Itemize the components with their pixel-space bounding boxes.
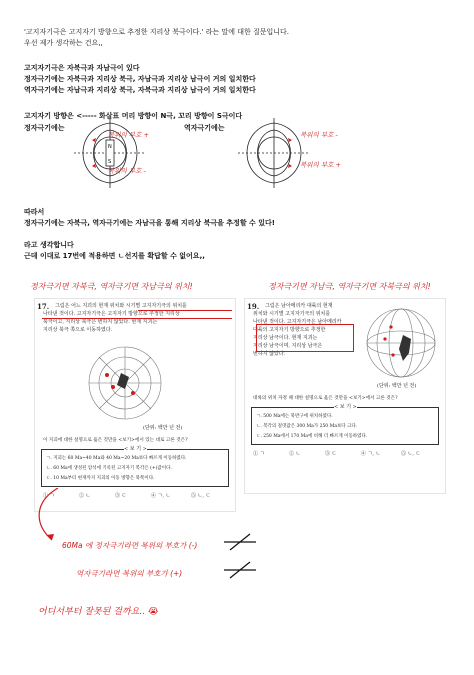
q17-answer-2: ② ㄴ xyxy=(79,493,91,499)
q19-line-5: 지리상 남극이다. 현재 지괴는 xyxy=(253,335,318,341)
q17-line-4: 지리상 북극 쪽으로 이동하였다. xyxy=(43,327,113,333)
annotation-reverse-top: 복위의 부호 - xyxy=(300,131,338,139)
magnet-s-label: S xyxy=(108,159,112,165)
normal-polarity-label: 정자극기에는 xyxy=(24,124,65,132)
section2-line-1: 고지자기 방향은 <----- 화살표 머리 방향이 N극, 꼬리 방향이 S극이다 xyxy=(24,112,243,120)
q17-choice-1: ㄱ. 지괴는 60 Ma~40 Ma와 40 Ma~20 Ma보다 빠르게 이동하였다. xyxy=(46,456,187,461)
magnet-n-label: N xyxy=(108,144,112,150)
q19-line-1: 그림은 남아메리카 대륙의 현재 xyxy=(265,303,333,309)
handwritten-right-title: 정자극기면 자남극, 역자극기면 자북극의 위치! xyxy=(268,282,431,291)
q17-choice-2: ㄴ. 60 Ma에 생성된 암석에 기록된 고지자기 복각은 (+)값이다. xyxy=(46,466,172,471)
q19-choice-2: ㄴ. 복각의 절댓값은 300 Ma가 250 Ma보다 크다. xyxy=(256,424,358,429)
annotation-reverse-bottom: 복위의 부호 + xyxy=(300,161,341,169)
q19-answer-5: ⑤ ㄴ, ㄷ xyxy=(401,451,421,457)
q17-answer-1: ① ㄱ xyxy=(43,493,55,499)
section1-line-3: 역자극기에는 자남극과 지리상 북극, 자북극과 지리상 남극이 거의 일치한다 xyxy=(24,86,256,94)
q19-highlight-box xyxy=(256,324,354,352)
q17-question: 이 지괴에 대한 설명으로 옳은 것만을 <보기>에서 있는 대로 고른 것은? xyxy=(43,438,188,443)
q19-choices-box xyxy=(251,404,439,445)
q17-highlight-1 xyxy=(138,310,232,311)
section4-line-2: 근데 이대로 17번에 적용하면 ㄴ선지를 확답할 수 없어요,, xyxy=(24,252,205,260)
q17-answer-5: ⑤ ㄴ, ㄷ xyxy=(191,493,211,499)
q19-question: 대륙의 위치 자정 때 대한 설명으로 옳은 것만을 <보기>에서 고른 것은? xyxy=(253,396,398,401)
q19-choices-title: < 보 기 > xyxy=(334,404,357,410)
q19-line-4: 대륙의 고지자기 방향으로 추정한 xyxy=(253,327,326,333)
section1-line-2: 정자극기에는 자북극과 지리상 북극, 자남극과 지리상 남극이 거의 일치한다 xyxy=(24,75,256,83)
q17-choice-3: ㄷ. 10 Ma부터 현재까지 지괴의 이동 방향은 북쪽이다. xyxy=(46,476,155,481)
q17-answer-3: ③ ㄷ xyxy=(115,493,127,499)
q19-choice-1: ㄱ. 500 Ma에는 북반구에 위치하였다. xyxy=(256,414,333,419)
q17-line-1: 그림은 어느 지괴의 현재 위치와 시기별 고지자기극의 위치를 xyxy=(55,303,187,309)
reverse-polarity-label: 역자극기에는 xyxy=(184,124,225,132)
q17-choices-box xyxy=(41,446,229,487)
reverse-polarity-diagram xyxy=(238,118,318,188)
q17-answer-4: ④ ㄱ, ㄴ xyxy=(151,493,171,499)
q17-line-2: 나타낸 것이다. 고지자기극은 고지자기 방향으로 추정한 지리상 xyxy=(43,311,180,317)
section3-line-1: 따라서 xyxy=(24,208,45,216)
q19-line-2: 위치와 시기별 고지자기극의 위치를 xyxy=(253,311,331,317)
q17-number: 17. xyxy=(37,302,50,311)
annotation-normal-bottom: 복위의 부호 - xyxy=(108,167,146,175)
q19-answer-1: ① ㄱ xyxy=(253,451,265,457)
q19-choice-3: ㄷ. 250 Ma에서 170 Ma에 비해 더 빠르게 이동하였다. xyxy=(256,434,368,439)
q19-line-7: 변하지 않았다. xyxy=(253,351,286,357)
q19-map-caption: (단위: 백만 년 전) xyxy=(377,383,417,389)
handwritten-arrow xyxy=(30,488,90,548)
q19-number: 19. xyxy=(247,302,260,311)
intro-line-2: 우선 제가 생각하는 건요,, xyxy=(24,39,103,47)
question-17-scan xyxy=(34,298,236,512)
q17-line-3: 북극이고, 지리상 북극은 변하지 않았다. 현재 지괴는 xyxy=(43,319,158,325)
normal-polarity-diagram xyxy=(74,118,184,188)
section3-line-2: 정자극기에는 자북극, 역자극기에는 자남극을 통해 지리상 북극을 추정할 수 있다! xyxy=(24,219,275,227)
handwritten-strike-marks xyxy=(220,532,260,582)
handwritten-left-title: 정자극기면 자북극, 역자극기면 자남극의 위치! xyxy=(30,282,193,291)
handwritten-closing: 어디서부터 잘못된 걸까요.. 😭 xyxy=(38,607,159,617)
section4-line-1: 라고 생각합니다 xyxy=(24,241,74,249)
section1-line-1: 고지자기극은 자북극과 자남극이 있다 xyxy=(24,64,140,72)
q17-choices-title: < 보 기 > xyxy=(124,446,147,452)
q17-polar-map xyxy=(77,343,177,423)
annotation-normal-top: 복위의 부호 + xyxy=(108,131,149,139)
q19-globe-map xyxy=(363,305,439,381)
handwritten-note-2: 역자극기라면 복위의 부호가 (+) xyxy=(76,569,183,578)
intro-line-1: '고지자기극은 고지자기 방향으로 추정한 지리상 북극이다.' 라는 말에 대한 질문입니다. xyxy=(24,28,289,36)
q17-map-caption: (단위: 백만 년 전) xyxy=(143,425,183,431)
q19-answer-4: ④ ㄱ, ㄴ xyxy=(361,451,381,457)
q17-highlight-2 xyxy=(42,318,232,319)
q19-answer-3: ③ ㄷ xyxy=(325,451,337,457)
q19-line-6: 지리상 남극이며, 지리상 남극은 xyxy=(253,343,323,349)
q19-line-3: 나타낸 것이다. 고지자기극은 남아메리카 xyxy=(253,319,342,325)
handwritten-note-1: 60Ma 에 정자극기라면 복위의 부호가 (-) xyxy=(62,541,198,550)
q19-answer-2: ② ㄴ xyxy=(289,451,301,457)
